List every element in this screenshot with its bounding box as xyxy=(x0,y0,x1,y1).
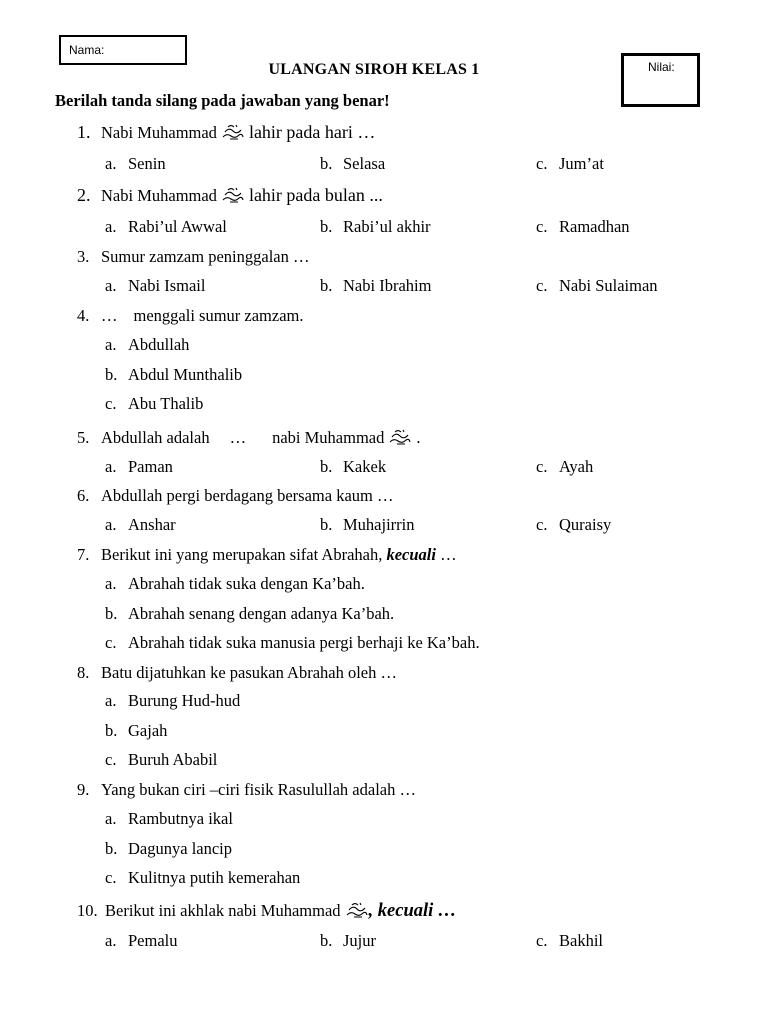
question-7: 7. Berikut ini yang merupakan sifat Abrahah, kecuali … xyxy=(77,545,457,564)
question-blank: … xyxy=(101,306,118,325)
question-1 xyxy=(77,121,375,143)
option-10b[interactable]: b. Jujur xyxy=(320,931,376,950)
option-10a[interactable]: a. Pemalu xyxy=(105,931,178,950)
option-9b[interactable]: b. Dagunya lancip xyxy=(105,839,233,858)
saw-honorific-icon xyxy=(345,899,369,919)
question-text: Yang bukan ciri –ciri fisik Rasulullah adalah … xyxy=(101,780,416,799)
saw-honorific-icon xyxy=(388,426,412,446)
option-4b[interactable]: b. Abdul Munthalib xyxy=(105,365,243,384)
question-text: Sumur zamzam peninggalan … xyxy=(101,247,310,266)
option-1b[interactable]: b. Selasa xyxy=(320,154,386,173)
saw-honorific-icon xyxy=(221,184,245,204)
question-2 xyxy=(77,184,383,206)
question-number: 1. xyxy=(77,122,91,142)
question-number: 7. xyxy=(77,545,90,564)
option-9a[interactable]: a. Rambutnya ikal xyxy=(105,809,233,828)
option-2c[interactable]: c. Ramadhan xyxy=(536,217,630,236)
option-8c[interactable]: c. Buruh Ababil xyxy=(105,750,218,769)
question-4 xyxy=(77,306,304,326)
option-7b[interactable]: b. Abrahah senang dengan adanya Ka’bah. xyxy=(105,604,395,623)
option-9c[interactable]: c. Kulitnya putih kemerahan xyxy=(105,868,301,887)
question-number: 5. xyxy=(77,428,90,447)
option-3a[interactable]: a. Nabi Ismail xyxy=(105,276,206,295)
option-4c[interactable]: c. Abu Thalib xyxy=(105,394,204,413)
question-text-end: nabi Muhammad xyxy=(272,428,385,447)
option-2b[interactable]: b. Rabi’ul akhir xyxy=(320,217,431,236)
question-number: 10. xyxy=(77,901,98,920)
question-text: Berikut ini yang merupakan sifat Abrahah, xyxy=(101,545,383,564)
option-6a[interactable]: a. Anshar xyxy=(105,515,176,534)
question-blank: … xyxy=(229,428,247,447)
question-text: menggali sumur zamzam. xyxy=(133,306,304,325)
question-number: 4. xyxy=(77,306,90,325)
option-6b[interactable]: b. Muhajirrin xyxy=(320,515,415,534)
question-text-end: lahir pada bulan ... xyxy=(248,185,383,205)
question-emphasis: kecuali xyxy=(386,545,436,564)
question-text: Nabi Muhammad xyxy=(101,123,217,142)
option-3c[interactable]: c. Nabi Sulaiman xyxy=(536,276,658,295)
nilai-label: Nilai: xyxy=(648,60,675,74)
option-7a[interactable]: a. Abrahah tidak suka dengan Ka’bah. xyxy=(105,574,365,593)
option-4a[interactable]: a. Abdullah xyxy=(105,335,190,354)
page-title: ULANGAN SIROH KELAS 1 xyxy=(268,61,480,78)
instruction: Berilah tanda silang pada jawaban yang benar! xyxy=(55,91,390,110)
option-10c[interactable]: c. Bakhil xyxy=(536,931,603,950)
question-emphasis: , kecuali … xyxy=(368,901,457,921)
option-1a[interactable]: a. Senin xyxy=(105,154,166,173)
question-8 xyxy=(77,663,397,683)
question-text: Berikut ini akhlak nabi Muhammad xyxy=(105,901,341,920)
option-5c[interactable]: c. Ayah xyxy=(536,457,594,476)
saw-honorific-icon xyxy=(221,121,245,141)
option-1c[interactable]: c. Jum’at xyxy=(536,154,604,173)
question-number: 2. xyxy=(77,185,91,205)
question-3 xyxy=(77,247,309,267)
question-text: Nabi Muhammad xyxy=(101,186,217,205)
question-text: Abdullah adalah xyxy=(101,428,210,447)
question-5: 5. Abdullah adalah … nabi Muhammad . xyxy=(77,428,421,447)
question-number: 8. xyxy=(77,663,90,682)
option-2a[interactable]: a. Rabi’ul Awwal xyxy=(105,217,227,236)
option-5b[interactable]: b. Kakek xyxy=(320,457,387,476)
question-10 xyxy=(77,899,456,922)
question-number: 9. xyxy=(77,780,90,799)
question-9 xyxy=(77,780,416,800)
question-6 xyxy=(77,486,393,506)
option-8b[interactable]: b. Gajah xyxy=(105,721,168,740)
option-7c[interactable]: c. Abrahah tidak suka manusia pergi berhaji ke Ka’bah. xyxy=(105,633,480,652)
question-number: 3. xyxy=(77,247,90,266)
option-6c[interactable]: c. Quraisy xyxy=(536,515,612,534)
question-text: Batu dijatuhkan ke pasukan Abrahah oleh … xyxy=(101,663,398,682)
question-text-end: lahir pada hari … xyxy=(248,122,376,142)
question-number: 6. xyxy=(77,486,90,505)
question-text: Abdullah pergi berdagang bersama kaum … xyxy=(101,486,394,505)
option-3b[interactable]: b. Nabi Ibrahim xyxy=(320,276,432,295)
option-5a[interactable]: a. Paman xyxy=(105,457,173,476)
nama-label: Nama: xyxy=(69,43,105,57)
option-8a[interactable]: a. Burung Hud-hud xyxy=(105,691,241,710)
